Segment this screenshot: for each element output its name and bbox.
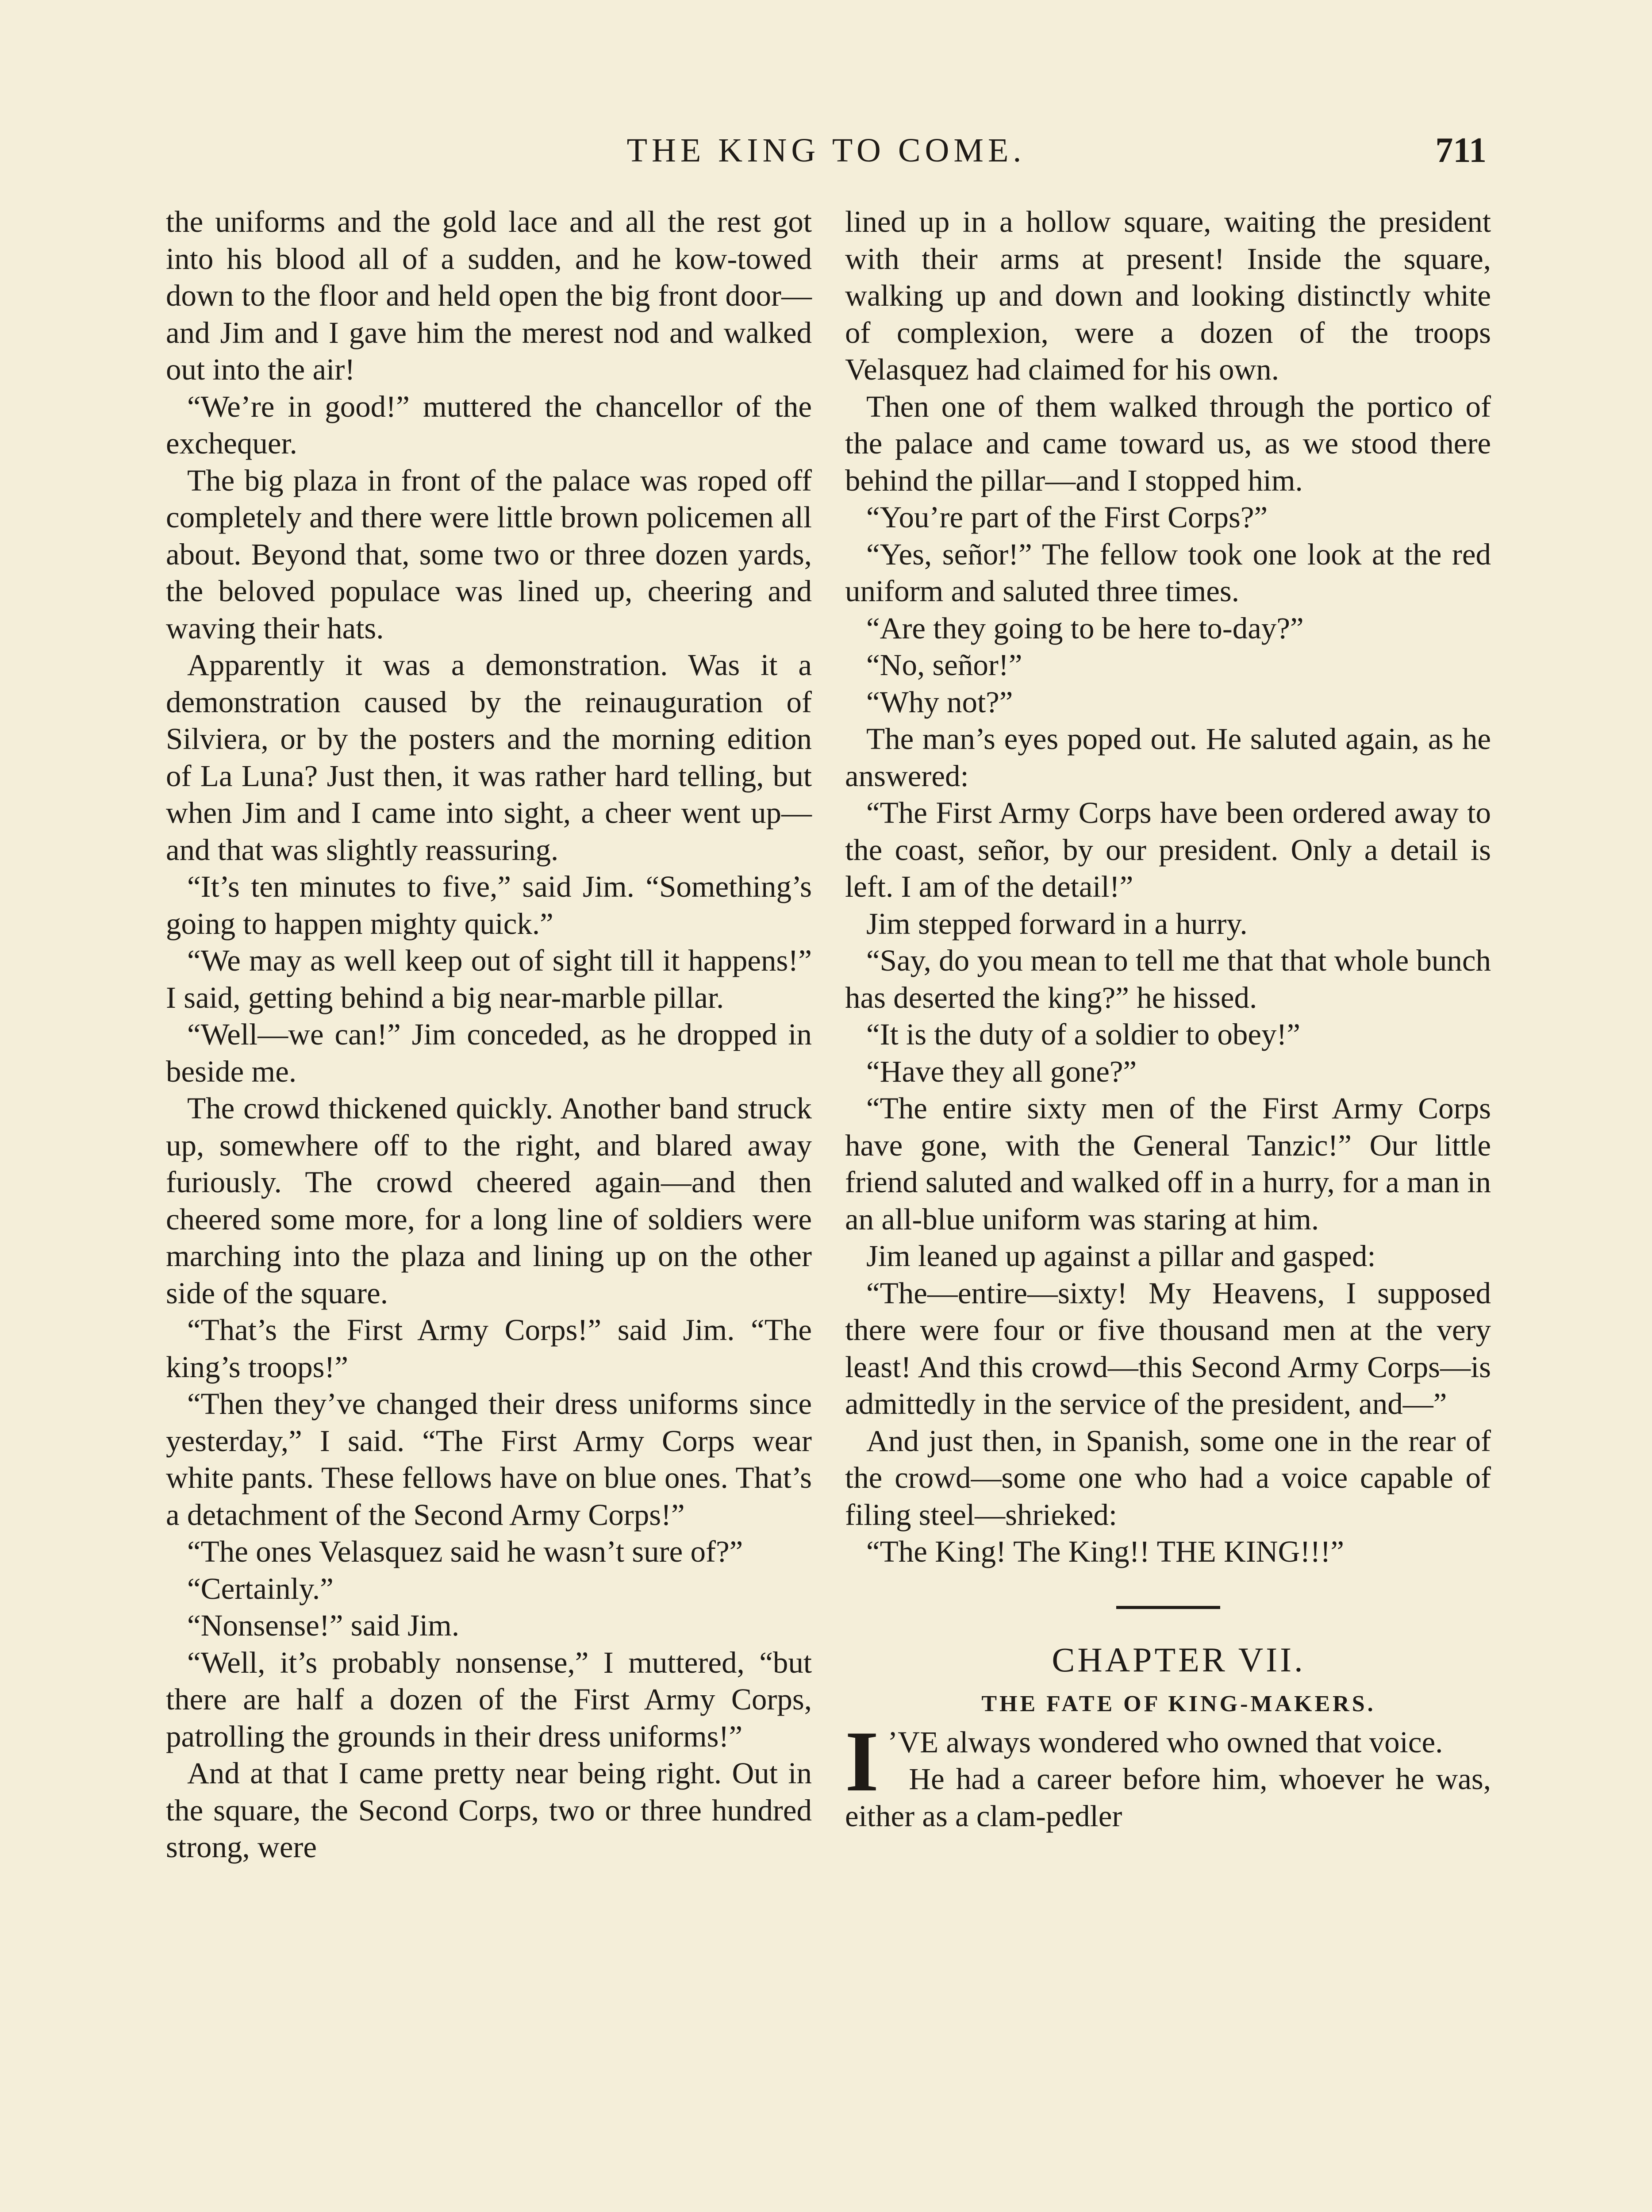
drop-cap: I [845,1713,879,1809]
first-paragraph-text: ’VE always wondered who owned that voice. [887,1725,1443,1759]
paragraph: “Have they all gone?” [866,1054,1137,1088]
paragraph: The big plaza in front of the palace was roped off completely and there were little brown policemen all about. Beyond that, some two or three dozen yards, the beloved populace was lined up, cheering and waving their hats. [166,463,812,645]
right-column [845,204,1491,1835]
page-header [166,126,1487,175]
paragraph: The crowd thickened quickly. Another band struck up, somewhere off to the right, and blared away furiously. The crowd cheered again—and then cheered some more, for a long line of soldiers were marching into the plaza and lining up on the other side of the square. [166,1091,812,1310]
paragraph: The man’s eyes poped out. He saluted again, as he answered: [845,722,1491,793]
running-title: THE KING TO COME. [626,132,1026,169]
chapter-subtitle: THE FATE OF KING-MAKERS. [981,1691,1376,1717]
paragraph: Jim stepped forward in a hurry. [866,906,1248,941]
paragraph: “That’s the First Army Corps!” said Jim. “The king’s troops!” [166,1313,812,1384]
paragraph: “Then they’ve changed their dress uniforms since yesterday,” I said. “The First Army Corps wear white pants. These fellows have on blue ones. That’s a detachment of the Second Army Corps!” [166,1387,812,1532]
paragraph: “The King! The King!! THE KING!!!” [866,1535,1345,1568]
paragraph: “Nonsense!” said Jim. [187,1609,460,1642]
paragraph: “The ones Velasquez said he wasn’t sure of?” [187,1535,743,1568]
paragraph: “The—entire—sixty! My Heavens, I supposed there were four or five thousand men at the very least! And this crowd—this Second Army Corps—is admittedly in the service of the president, and—” [845,1276,1491,1421]
paragraph: And at that I came pretty near being right. Out in the square, the Second Corps, two or three hundred strong, were [166,1756,812,1864]
section-divider [1116,1606,1220,1609]
paragraph: “The entire sixty men of the First Army Corps have gone, with the General Tanzic!” Our little friend saluted and walked off in a hurry, for a man in an all-blue uniform was staring at him. [845,1091,1491,1236]
paragraph: the uniforms and the gold lace and all the rest got into his blood all of a sudden, and he kow-towed down to the floor and held open the big front door—and Jim and I gave him the merest nod and walked out into the air! [166,205,812,386]
paragraph: “Say, do you mean to tell me that that whole bunch has deserted the king?” he hissed. [845,944,1491,1014]
paragraph: “We may as well keep out of sight till it happens!” I said, getting behind a big near-marble pillar. [166,944,812,1014]
chapter-title: CHAPTER VII. [1052,1640,1306,1679]
paragraph: “Yes, señor!” The fellow took one look at the red uniform and saluted three times. [845,537,1491,608]
paragraph: And just then, in Spanish, some one in the rear of the crowd—some one who had a voice capable of filing steel—shrieked: [845,1424,1491,1532]
paragraph: “We’re in good!” muttered the chancellor of the exchequer. [166,389,812,460]
page-number: 711 [1435,131,1487,170]
paragraph: He had a career before him, whoever he was, either as a clam-pedler [845,1762,1491,1833]
paragraph: “It’s ten minutes to five,” said Jim. “Something’s going to happen mighty quick.” [166,870,812,941]
paragraph: “It is the duty of a soldier to obey!” [866,1018,1301,1051]
paragraph: “Well—we can!” Jim conceded, as he dropped in beside me. [166,1018,812,1088]
paragraph: Then one of them walked through the portico of the palace and came toward us, as we stood there behind the pillar—and I stopped him. [845,389,1491,497]
paragraph: “Well, it’s probably nonsense,” I muttered, “but there are half a dozen of the First Army Corps, patrolling the grounds in their dress uniforms!” [166,1645,812,1753]
paragraph: “The First Army Corps have been ordered away to the coast, señor, by our president. Only a detail is left. I am of the detail!” [845,796,1491,903]
left-column [166,204,812,1866]
paragraph: “No, señor!” [866,648,1022,682]
paragraph: “Are they going to be here to-day?” [866,611,1304,645]
paragraph: “Why not?” [866,685,1013,719]
paragraph: Apparently it was a demonstration. Was it a demonstration caused by the reinauguration of Silviera, or by the posters and the morning edition of La Luna? Just then, it was rather hard telling, but when Jim and I came into sight, a cheer went up—and that was slightly reassuring. [166,648,812,867]
paragraph: Jim leaned up against a pillar and gasped: [866,1239,1376,1273]
paragraph: “You’re part of the First Corps?” [866,500,1268,534]
paragraph: lined up in a hollow square, waiting the president with their arms at present! Inside the square, walking up and down and looking distinctly white of complexion, were a dozen of the troops Velasquez had claimed for his own. [845,205,1491,386]
paragraph: “Certainly.” [187,1571,334,1605]
